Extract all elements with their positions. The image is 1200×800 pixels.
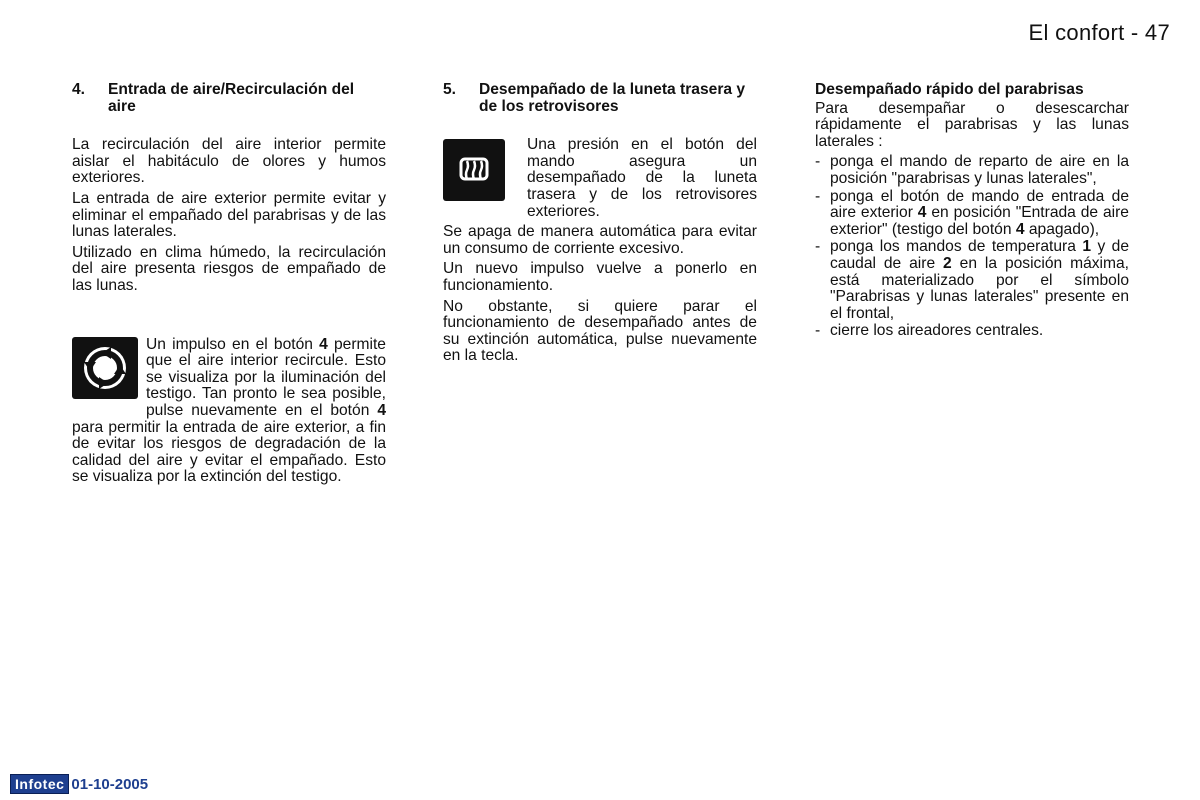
section-number: 4. [72, 81, 86, 98]
rear-defrost-icon [443, 139, 505, 201]
section-heading-quick-defog: Desempañado rápido del parabrisas [815, 81, 1084, 98]
section-number: 5. [443, 81, 457, 98]
column-recirculation [72, 82, 386, 490]
list-item: - ponga el mando de reparto de aire en la posición "parabrisas y lunas laterales", [815, 153, 1129, 187]
paragraph-recirculation-button: Un impulso en el botón 4 permite que el aire interior recircule. Esto se visualiza por la iluminación del testigo. Tan pronto le sea posible, pulse nuevamente en el botón 4 para permitir la entrada de aire exterior, a fin de evitar los riesgos de degradación de la calidad del aire y evitar el empañado. Esto se visualiza por la extinción del testigo. [72, 335, 386, 486]
paragraph: Utilizado en clima húmedo, la recirculación del aire presenta riesgos de empañado de las lunas. [72, 243, 386, 294]
list-item: - ponga los mandos de temperatura 1 y de caudal de aire 2 en la posición máxima, está materializado por el símbolo "Parabrisas y lunas laterales" presente en el frontal, [815, 238, 1130, 322]
paragraph: Para desempañar o desescarchar rápidamente el parabrisas y las lunas laterales : [815, 99, 1129, 150]
list-item: - cierre los aireadores centrales. [815, 322, 1044, 340]
rear-defrost-button-figure [443, 139, 519, 201]
column-quick-defog [815, 82, 1129, 341]
recirculation-button-figure [72, 339, 138, 399]
footer-date: 01-10-2005 [71, 775, 149, 793]
instruction-list [815, 154, 1129, 340]
paragraph: Una presión en el botón del mando asegura un desempañado de la luneta trasera y de los retrovisores exteriores. [527, 136, 757, 220]
section-title: Desempañado de la luneta trasera y de los retrovisores [479, 81, 746, 115]
page-title: El confort - 47 [1028, 20, 1170, 45]
list-item: - ponga el botón de mando de entrada de aire exterior 4 en posición "Entrada de aire exterior" (testigo del botón 4 apagado), [815, 187, 1129, 238]
recirculation-icon [72, 337, 138, 399]
infotec-logo: Infotec [10, 774, 69, 794]
column-rear-defrost [443, 82, 757, 369]
section-title: Entrada de aire/Recirculación del aire [108, 81, 355, 115]
paragraph: Un nuevo impulso vuelve a ponerlo en funcionamiento. [443, 260, 757, 294]
paragraph: No obstante, si quiere parar el funcionamiento de desempañado antes de su extinción automática, pulse nuevamente en la tecla. [443, 297, 757, 365]
paragraph: La recirculación del aire interior permite aislar el habitáculo de olores y humos exteriores. [72, 136, 386, 187]
page-footer [10, 774, 148, 794]
section-heading-4 [72, 82, 386, 115]
paragraph: Se apaga de manera automática para evitar un consumo de corriente excesivo. [443, 223, 757, 257]
paragraph: La entrada de aire exterior permite evitar y eliminar el empañado del parabrisas y de las lunas laterales. [72, 189, 386, 241]
section-heading-5 [443, 82, 757, 115]
